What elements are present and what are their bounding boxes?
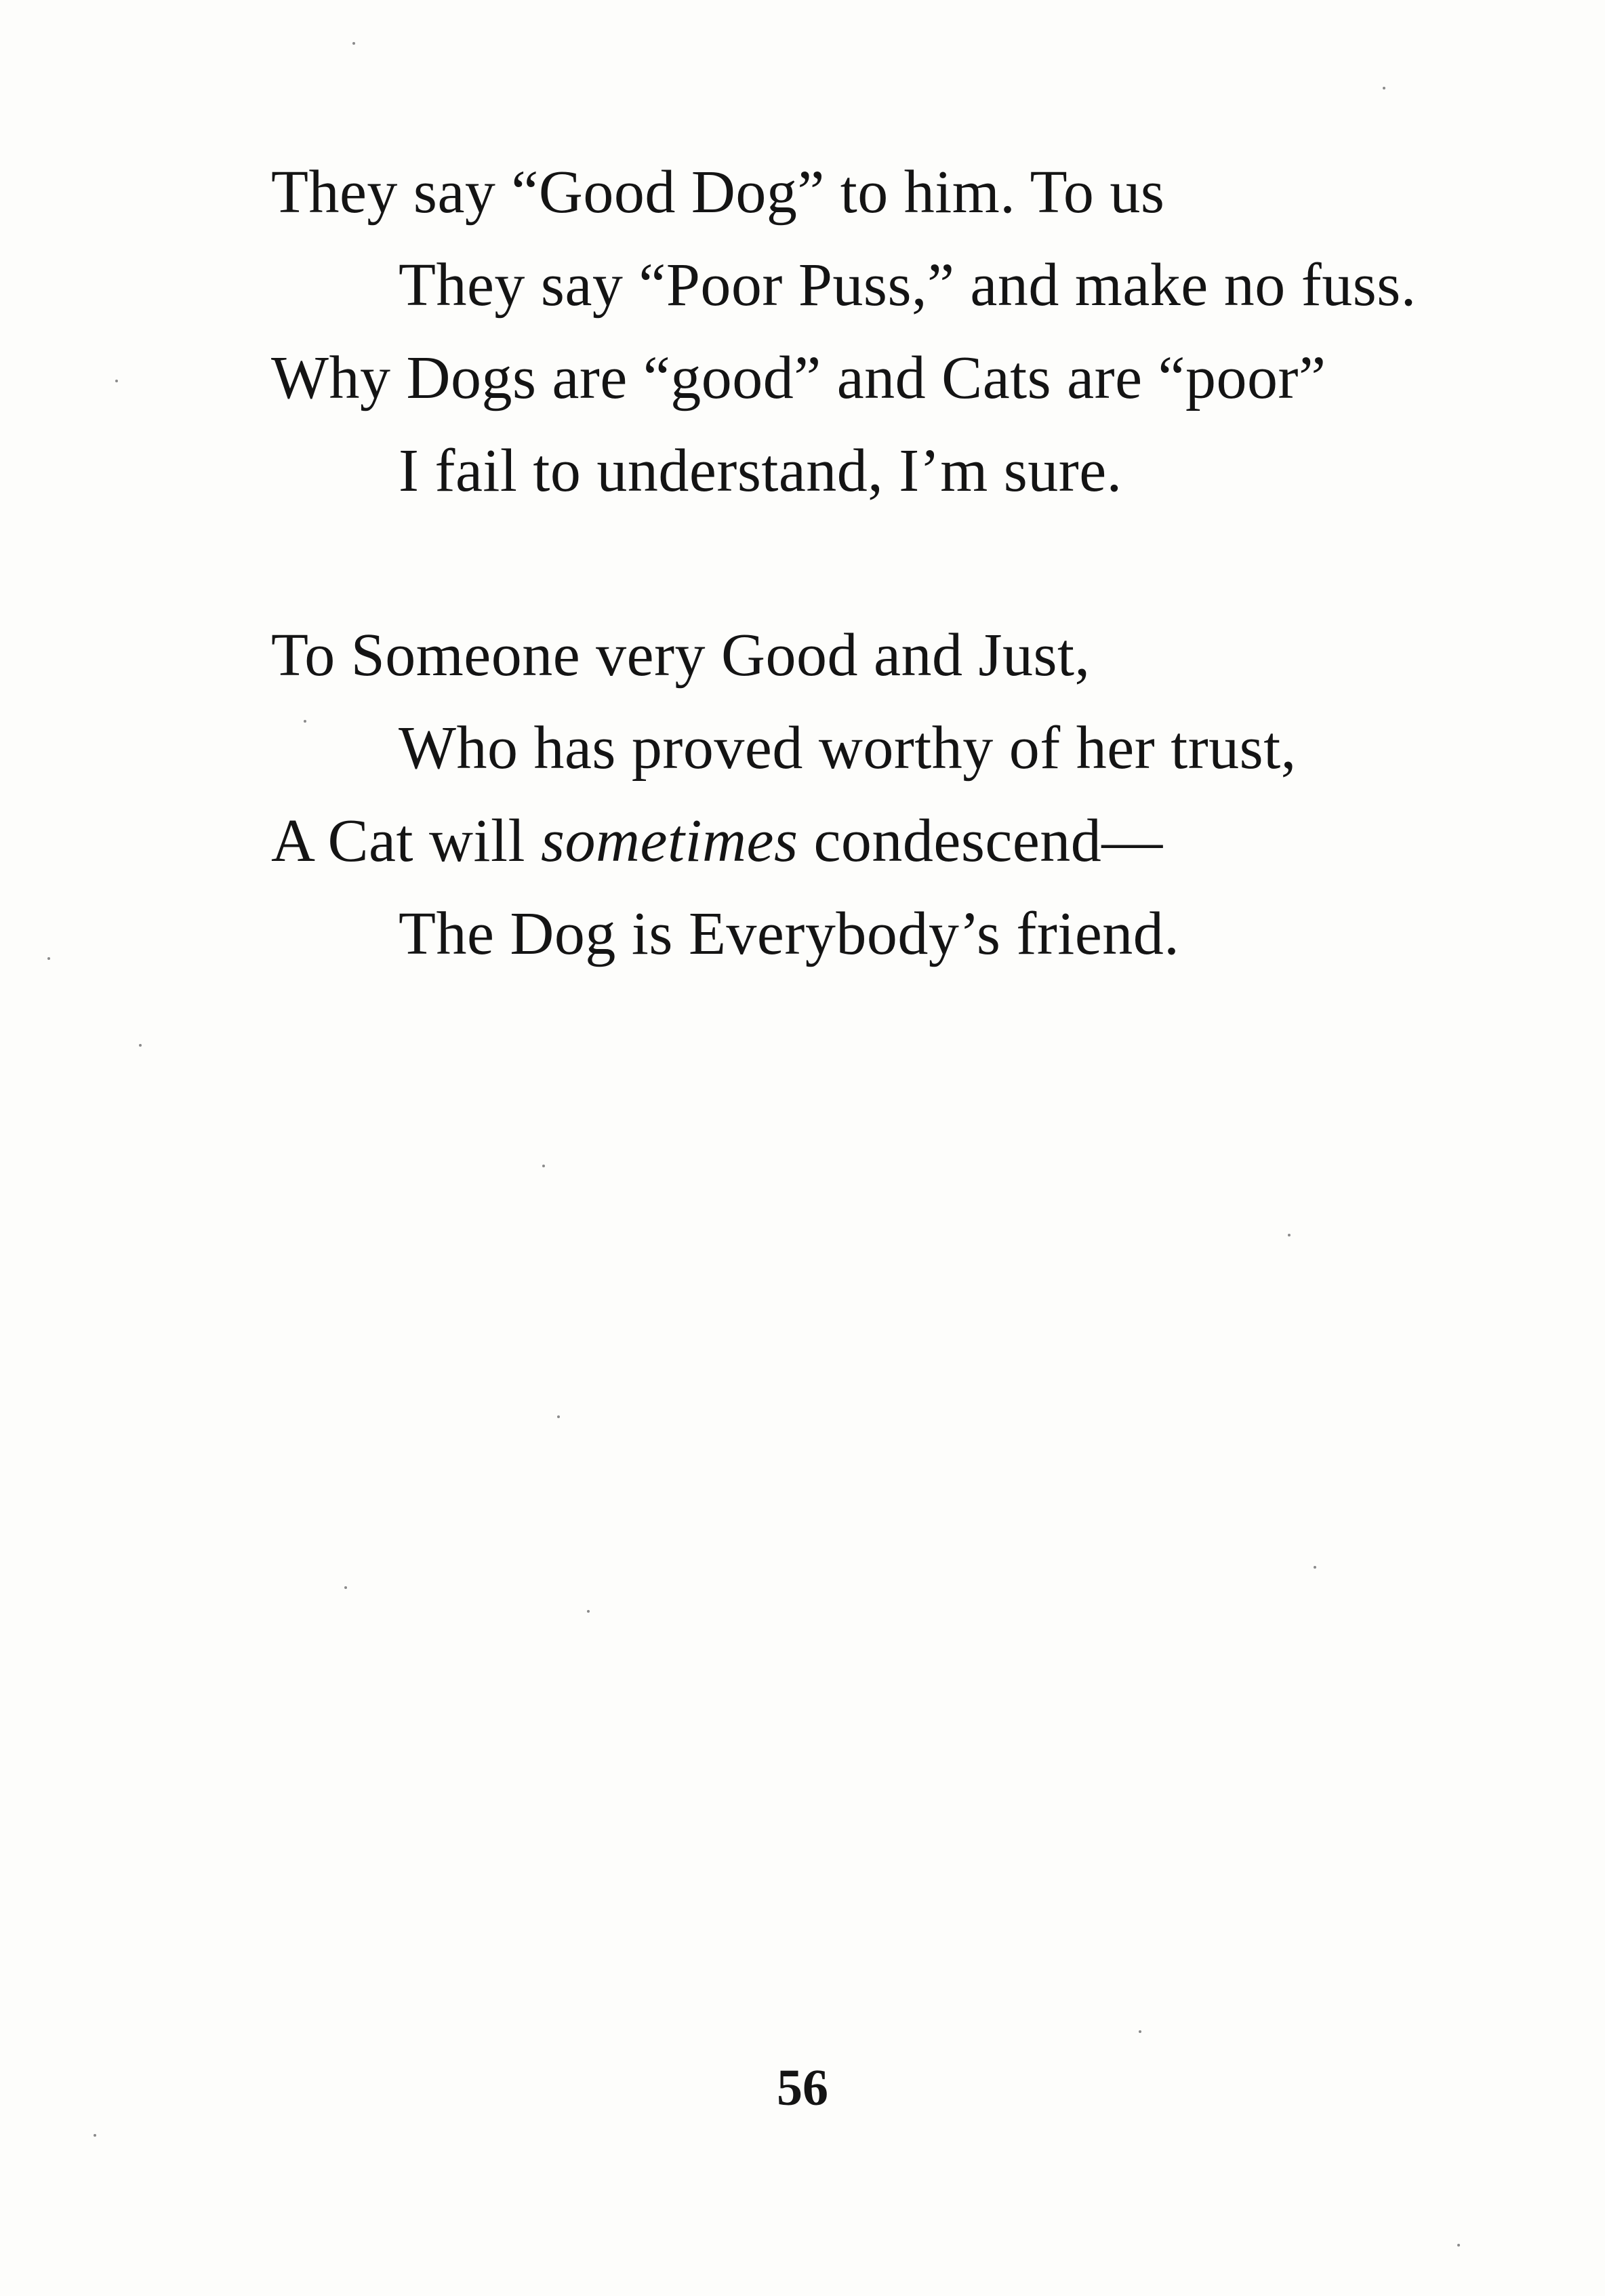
paper-speck	[115, 380, 118, 382]
poem-line: They say “Good Dog” to him. To us	[271, 159, 1165, 226]
paper-speck	[1288, 1234, 1291, 1236]
paper-speck	[1314, 1566, 1316, 1569]
paper-speck	[94, 2134, 96, 2137]
paper-speck	[304, 720, 306, 723]
poem	[271, 146, 1559, 980]
italic-emphasis: sometimes	[541, 807, 798, 874]
paper-speck	[344, 1586, 347, 1589]
poem-line-indented: They say “Poor Puss,” and make no fuss.	[399, 251, 1417, 319]
paper-speck	[587, 1610, 590, 1613]
poem-line: To Someone very Good and Just,	[271, 622, 1091, 689]
line-text-end: condescend—	[798, 807, 1163, 874]
poem-line-indented: I fail to understand, I’m sure.	[399, 437, 1122, 504]
paper-speck	[139, 1044, 142, 1047]
stanza-1	[271, 146, 1559, 517]
poem-line-indented: The Dog is Everybody’s friend.	[399, 900, 1180, 967]
poem-line: Why Dogs are “good” and Cats are “poor”	[271, 344, 1326, 411]
paper-speck	[47, 957, 50, 960]
paper-speck	[1383, 87, 1385, 89]
poem-line-indented: Who has proved worthy of her trust,	[399, 714, 1297, 782]
paper-speck	[352, 42, 355, 45]
paper-speck	[542, 1165, 545, 1167]
line-text-start: A Cat will	[271, 807, 542, 874]
page-number: 56	[777, 2059, 828, 2116]
paper-speck	[557, 1415, 560, 1418]
paper-speck	[1457, 2244, 1460, 2247]
paper-speck	[1139, 2030, 1141, 2033]
poem-line	[271, 794, 1559, 887]
stanza-2	[271, 609, 1559, 980]
